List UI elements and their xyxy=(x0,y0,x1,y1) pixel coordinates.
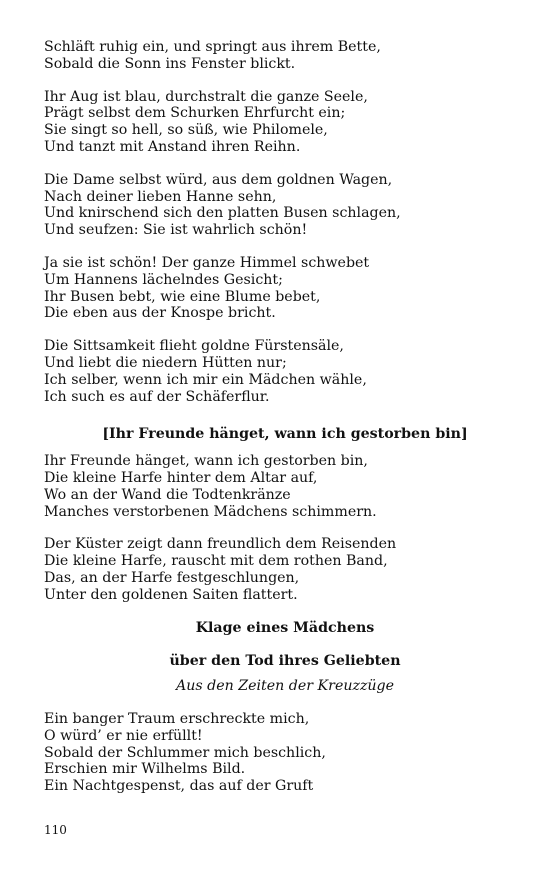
verse-line: Die kleine Harfe hinter dem Altar auf, xyxy=(44,469,318,486)
verse-line: Die eben aus der Knospe bricht. xyxy=(44,305,276,322)
poem1-stanza-5 xyxy=(44,338,514,405)
verse-line: Ihr Busen bebt, wie eine Blume bebet, xyxy=(44,288,321,305)
verse-line: Und liebt die niedern Hütten nur; xyxy=(44,354,287,371)
verse-line: Wo an der Wand die Todtenkränze xyxy=(44,486,291,503)
verse-line: O würd’ er nie erfüllt! xyxy=(44,727,203,744)
poem1-stanza-2 xyxy=(44,89,514,156)
poem3-epigraph: Aus den Zeiten der Kreuzzüge xyxy=(175,678,395,695)
verse-line: Und tanzt mit Anstand ihren Reihn. xyxy=(44,138,301,155)
poem3-stanza-1 xyxy=(44,711,514,795)
verse-line: Und knirschend sich den platten Busen schlagen, xyxy=(44,205,401,222)
verse-line: Unter den goldenen Saiten flattert. xyxy=(44,586,298,603)
verse-line: Ihr Freunde hänget, wann ich gestorben bin, xyxy=(44,453,368,470)
verse-line: Sie singt so hell, so süß, wie Philomele, xyxy=(44,122,328,139)
verse-line: Prägt selbst dem Schurken Ehrfurcht ein; xyxy=(44,105,346,122)
poem1-stanza-4 xyxy=(44,255,514,322)
poem2-stanza-2 xyxy=(44,536,514,603)
verse-line: Ein banger Traum erschreckte mich, xyxy=(44,710,310,727)
verse-line: Sobald der Schlummer mich beschlich, xyxy=(44,744,326,761)
verse-line: Und seufzen: Sie ist wahrlich schön! xyxy=(44,222,308,239)
verse-line: Die Dame selbst würd, aus dem goldnen Wagen, xyxy=(44,171,393,188)
verse-line: Ein Nachtgespenst, das auf der Gruft xyxy=(44,778,314,795)
verse-line: Die Sittsamkeit flieht goldne Fürstensäle, xyxy=(44,338,344,355)
verse-line: Sobald die Sonn ins Fenster blickt. xyxy=(44,55,296,72)
verse-line: Ja sie ist schön! Der ganze Himmel schwebet xyxy=(44,254,370,271)
poem1-stanza-1 xyxy=(44,39,514,73)
verse-line: Ich such es auf der Schäferflur. xyxy=(44,388,270,405)
page-number: 110 xyxy=(44,823,67,837)
verse-line: Der Küster zeigt dann freundlich dem Reisenden xyxy=(44,536,397,553)
verse-line: Die kleine Harfe, rauscht mit dem rothen Band, xyxy=(44,553,388,570)
page-body xyxy=(44,39,514,811)
verse-line: Nach deiner lieben Hanne sehn, xyxy=(44,188,277,205)
poem3-subtitle: über den Tod ihres Geliebten xyxy=(169,653,401,670)
poem2-stanza-1 xyxy=(44,453,514,520)
verse-line: Schläft ruhig ein, und springt aus ihrem Bette, xyxy=(44,39,381,55)
poem3-title: Klage eines Mädchens xyxy=(195,619,375,636)
poem1-stanza-3 xyxy=(44,172,514,239)
verse-line: Ihr Aug ist blau, durchstralt die ganze Seele, xyxy=(44,88,368,105)
verse-line: Das, an der Harfe festgeschlungen, xyxy=(44,569,300,586)
verse-line: Erschien mir Wilhelms Bild. xyxy=(44,761,246,778)
poem2-title: [Ihr Freunde hänget, wann ich gestorben bin] xyxy=(102,426,468,443)
verse-line: Ich selber, wenn ich mir ein Mädchen wähle, xyxy=(44,371,367,388)
verse-line: Manches verstorbenen Mädchens schimmern. xyxy=(44,503,377,520)
verse-line: Um Hannens lächelndes Gesicht; xyxy=(44,271,283,288)
